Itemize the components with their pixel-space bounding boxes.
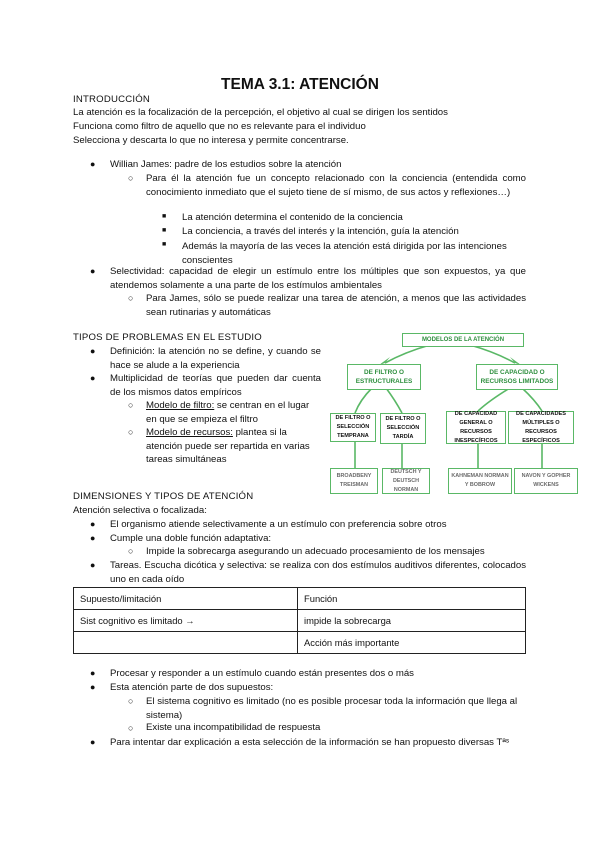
diagram-a1: BROADBENY TREISMAN	[330, 468, 378, 494]
circle-bullet-icon: ○	[128, 293, 134, 303]
intro-line-2: Funciona como filtro de aquello que no es relevante para el individuo	[73, 121, 366, 132]
diagram-root: MODELOS DE LA ATENCIÓN	[402, 333, 524, 347]
intro-line-3: Selecciona y descarta lo que no interesa y permite concentrarse.	[73, 135, 349, 146]
final-sub-1: El sistema cognitivo es limitado (no es posible procesar toda la información que llega al sistema)	[146, 696, 518, 721]
table-cell: Acción más importante	[298, 632, 526, 654]
james-sub: Para él la atención fue un concepto relacionado con la conciencia (entendida como conocimiento inmediato que el sujeto tiene de sí mismo, de sus actos y reflexiones…)	[146, 173, 526, 198]
diagram-a2: DEUTSCH Y DEUTSCH NORMAN	[382, 468, 430, 494]
diagram-left: DE FILTRO O ESTRUCTURALES	[347, 364, 421, 390]
circle-bullet-icon: ○	[128, 400, 134, 410]
filtro-label: Modelo de filtro:	[146, 400, 215, 411]
dim-item-2: Cumple una doble función adaptativa:	[110, 533, 272, 544]
dimensions-subheading: Atención selectiva o focalizada:	[73, 505, 207, 516]
recursos-text: plantea si la atención puede ser repartida en varias tareas simultáneas	[146, 427, 310, 465]
diagram-r2: DE CAPACIDADES MÚLTIPLES O RECURSOS ESPECÍFICOS	[508, 411, 574, 444]
bullet-icon: ●	[90, 682, 96, 692]
circle-bullet-icon: ○	[128, 427, 134, 437]
selectividad-sub: Para James, sólo se puede realizar una tarea de atención, a menos que las actividades sean rutinarias y automáticas	[146, 293, 526, 318]
circle-bullet-icon: ○	[128, 696, 134, 706]
filtro-text: se centran en el lugar en que se empieza el filtro	[146, 400, 310, 425]
bullet-icon: ●	[90, 668, 96, 678]
final-sub-2: Existe una incompatibilidad de respuesta	[146, 722, 321, 733]
dimensions-heading: DIMENSIONES Y TIPOS DE ATENCIÓN	[73, 491, 254, 502]
bullet-icon: ●	[90, 373, 96, 383]
intro-line-1: La atención es la focalización de la percepción, el objetivo al cual se dirigen los sentidos	[73, 107, 448, 118]
dim-item-1: El organismo atiende selectivamente a un estímulo con preferencia sobre otros	[110, 519, 447, 530]
diagram-r1: DE CAPACIDAD GENERAL O RECURSOS INESPECÍFICOS	[446, 411, 506, 444]
bullet-icon: ●	[90, 159, 96, 169]
final-item-3: Para intentar dar explicación a esta selección de la información se han propuesto diversas Tªˢ	[110, 737, 510, 748]
circle-bullet-icon: ○	[128, 173, 134, 183]
circle-bullet-icon: ○	[128, 723, 134, 733]
james-point-3: Además la mayoría de las veces la atención está dirigida por las intenciones conscientes	[182, 241, 507, 266]
james-point-2: La conciencia, a través del interés y la intención, guía la atención	[182, 226, 459, 237]
square-bullet-icon: ■	[162, 213, 167, 220]
recursos-label: Modelo de recursos:	[146, 427, 233, 438]
diagram-l1: DE FILTRO O SELECCIÓN TEMPRANA	[330, 413, 376, 442]
table-row	[74, 610, 526, 632]
table-header-cell: Supuesto/limitación	[74, 588, 298, 610]
dim-item-3: Tareas. Escucha dicótica y selectiva: se realiza con dos estímulos auditivos diferentes, colocados uno en cada oído	[110, 560, 526, 585]
diagram-a4: NAVON Y GOPHER WICKENS	[514, 468, 578, 494]
bullet-icon: ●	[90, 533, 96, 543]
final-item-2: Esta atención parte de dos supuestos:	[110, 682, 274, 693]
multiplicidad-item: Multiplicidad de teorías que pueden dar cuenta de los mismos datos empíricos	[110, 373, 321, 398]
diagram-l2: DE FILTRO O SELECCIÓN TARDÍA	[380, 413, 426, 444]
page-title: TEMA 3.1: ATENCIÓN	[221, 76, 379, 93]
bullet-icon: ●	[90, 737, 96, 747]
supuesto-table	[73, 587, 526, 654]
table-row	[74, 632, 526, 654]
table-cell	[74, 632, 298, 654]
problems-heading: TIPOS DE PROBLEMAS EN EL ESTUDIO	[73, 332, 262, 343]
james-item: Willian James: padre de los estudios sobre la atención	[110, 159, 342, 170]
diagram-a3: KAHNEMAN NORMAN Y BOBROW	[448, 468, 512, 494]
dim-item-2-sub: Impide la sobrecarga asegurando un adecuado procesamiento de los mensajes	[146, 546, 485, 557]
definicion-item: Definición: la atención no se define, y cuando se hace se alude a la experiencia	[110, 346, 321, 371]
circle-bullet-icon: ○	[128, 546, 134, 556]
bullet-icon: ●	[90, 266, 96, 276]
selectividad-item: Selectividad: capacidad de elegir un estímulo entre los múltiples que son expuestos, ya que atendemos solamente a una parte de los estímulos ambientales	[110, 266, 526, 291]
table-header-cell: Función	[298, 588, 526, 610]
james-point-1: La atención determina el contenido de la conciencia	[182, 212, 403, 223]
table-cell: Sist cognitivo es limitado →	[74, 610, 298, 632]
intro-heading: INTRODUCCIÓN	[73, 94, 151, 105]
table-cell: impide la sobrecarga	[298, 610, 526, 632]
square-bullet-icon: ■	[162, 227, 167, 234]
bullet-icon: ●	[90, 519, 96, 529]
square-bullet-icon: ■	[162, 241, 167, 248]
table-header-row	[74, 588, 526, 610]
bullet-icon: ●	[90, 346, 96, 356]
bullet-icon: ●	[90, 560, 96, 570]
diagram-right: DE CAPACIDAD O RECURSOS LIMITADOS	[476, 364, 558, 390]
final-item-1: Procesar y responder a un estímulo cuando están presentes dos o más	[110, 668, 414, 679]
